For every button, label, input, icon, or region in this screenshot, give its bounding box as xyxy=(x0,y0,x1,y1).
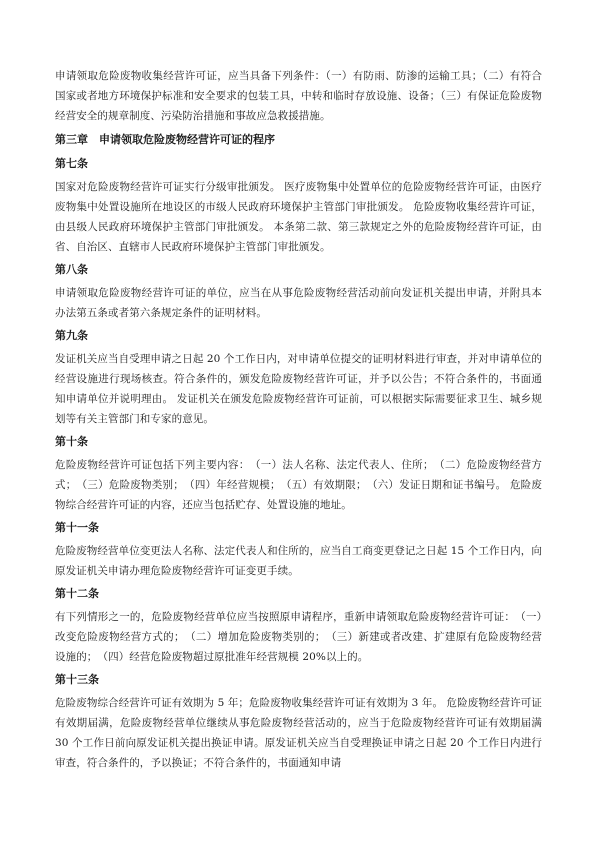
document-page xyxy=(55,66,542,776)
intro-paragraph: 申请领取危险废物收集经营许可证，应当具备下列条件：（一）有防雨、防渗的运输工具；（二）有符合国家或者地方环境保护标准和安全要求的包装工具，中转和临时存放设施、设备；（三）有保证危险废物经营安全的规章制度、污染防治措施和事故应急救援措施。 xyxy=(55,70,542,122)
article-title: 第十二条 xyxy=(55,587,99,600)
article-text: 有下列情形之一的，危险废物经营单位应当按照原申请程序，重新申请领取危险废物经营许可证： （一）改变危险废物经营方式的； （二）增加危险废物类别的； （三）新建或者改建、扩建原有危险废物经营设施的； （四）经营危险废物超过原批准年经营规模 20%以上的。 xyxy=(55,611,542,663)
chapter-title: 第三章 申请领取危险废物经营许可证的程序 xyxy=(55,133,275,146)
article-text: 危险废物经营许可证包括下列主要内容： （一）法人名称、法定代表人、住所； （二）危险废物经营方式； （三）危险废物类别； （四）年经营规模； （五）有效期限； （六）发证日期和证书编号。 危险废物综合经营许可证的内容，还应当包括贮存、处置设施的地址。 xyxy=(55,459,542,511)
article-title: 第八条 xyxy=(55,263,88,276)
article-text: 申请领取危险废物经营许可证的单位，应当在从事危险废物经营活动前向发证机关提出申请，并附具本办法第五条或者第六条规定条件的证明材料。 xyxy=(55,287,542,319)
article-title: 第十三条 xyxy=(55,673,99,686)
article-text: 发证机关应当自受理申请之日起 20 个工作日内，对申请单位提交的证明材料进行审查，并对申请单位的经营设施进行现场核查。符合条件的，颁发危险废物经营许可证，并予以公告；不符合条件的，书面通知申请单位并说明理由。 发证机关在颁发危险废物经营许可证前，可以根据实际需要征求卫生、城乡规划等有关主管部门和专家的意见。 xyxy=(55,353,542,425)
article-title: 第十一条 xyxy=(55,521,99,534)
article-text: 国家对危险废物经营许可证实行分级审批颁发。 医疗废物集中处置单位的危险废物经营许可证，由医疗废物集中处置设施所在地设区的市级人民政府环境保护主管部门审批颁发。 危险废物收集经营许可证，由县级人民政府环境保护主管部门审批颁发。 本条第二款、第三款规定之外的危险废物经营许可证，由省、自治区、直辖市人民政府环境保护主管部门审批颁发。 xyxy=(55,181,542,253)
article-title: 第十条 xyxy=(55,435,88,448)
article-text: 危险废物经营单位变更法人名称、法定代表人和住所的，应当自工商变更登记之日起 15 个工作日内，向原发证机关申请办理危险废物经营许可证变更手续。 xyxy=(55,545,542,577)
article-text: 危险废物综合经营许可证有效期为 5 年；危险废物收集经营许可证有效期为 3 年。 危险废物经营许可证有效期届满，危险废物经营单位继续从事危险废物经营活动的，应当于危险废物经营许可证有效期届满 30 个工作日前向原发证机关提出换证申请。原发证机关应当自受理换证申请之日起 20 个工作日内进行审查，符合条件的，予以换证；不符合条件的，书面通知申请 xyxy=(55,697,542,769)
article-title: 第七条 xyxy=(55,157,88,170)
article-title: 第九条 xyxy=(55,329,88,342)
